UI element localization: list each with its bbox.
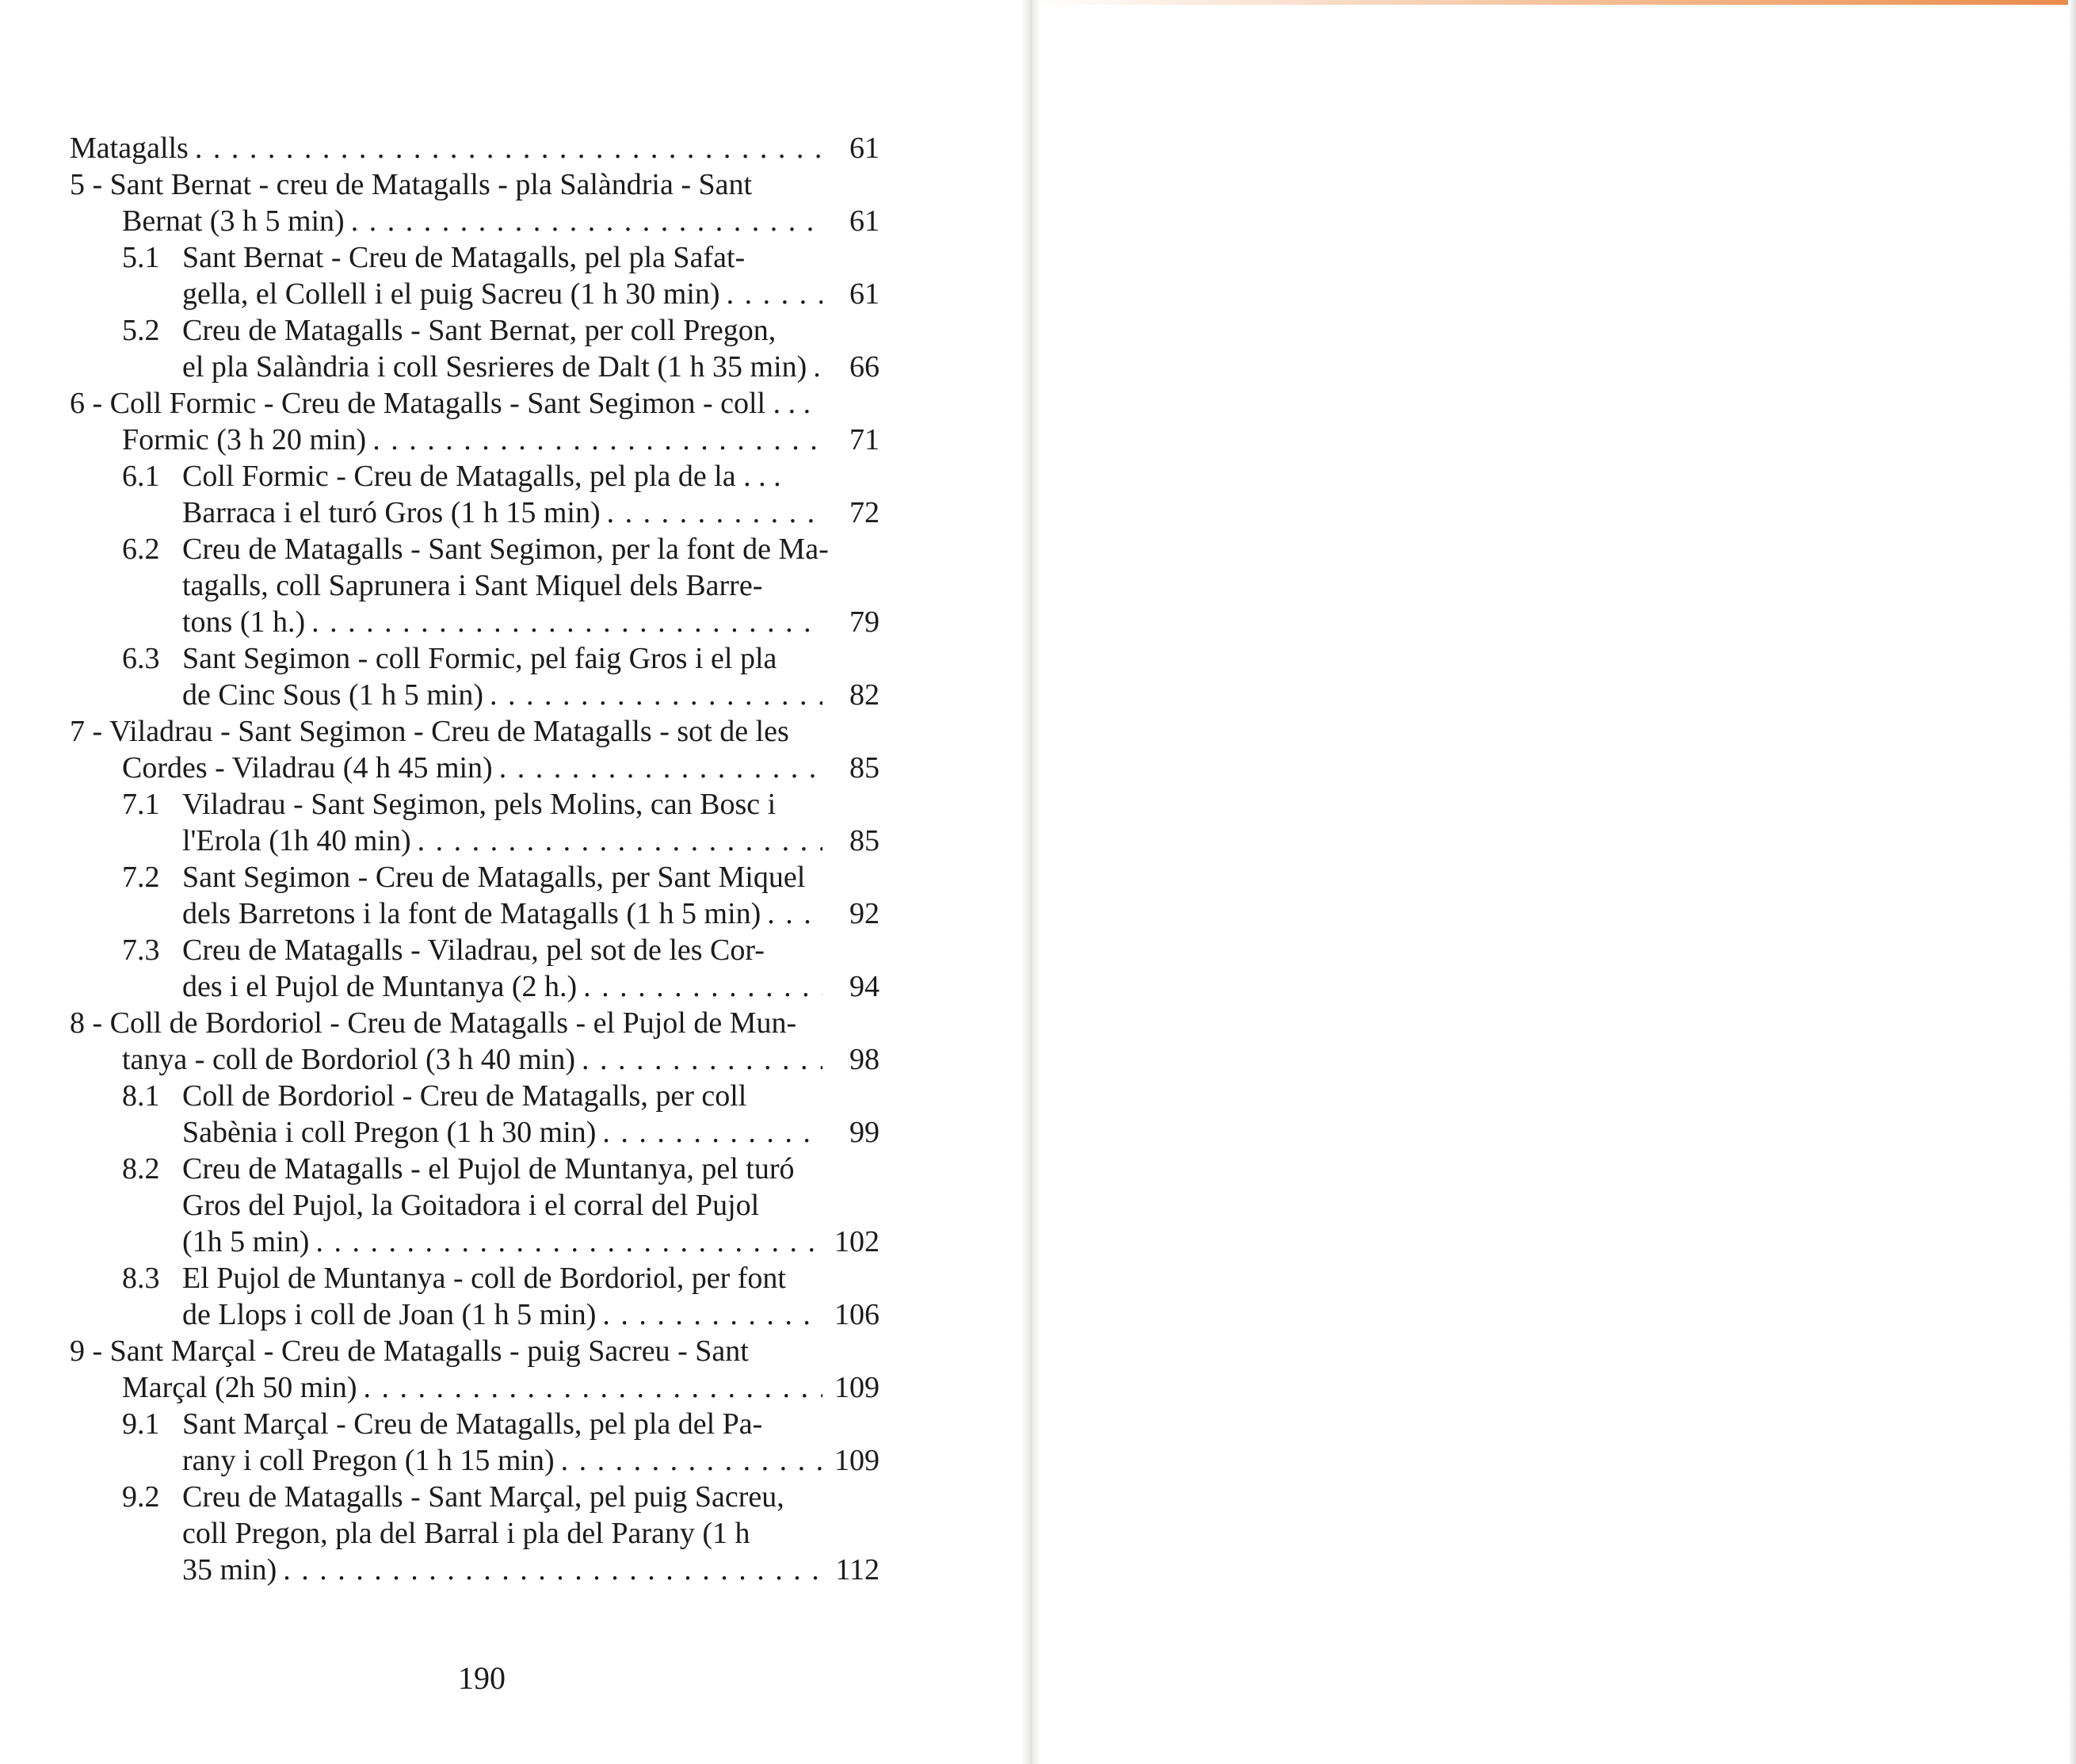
toc-page-number: 109 — [834, 1371, 880, 1404]
toc-entry-body — [70, 1333, 880, 1406]
toc-entry-text: 6 - Coll Formic - Creu de Matagalls - Sant Segimon - coll . . . — [70, 387, 811, 420]
toc-entry-line — [182, 677, 880, 713]
toc-entry-line — [182, 895, 880, 932]
toc-entry-line — [182, 1224, 880, 1260]
toc-entry-text: Barraca i el turó Gros (1 h 15 min) — [182, 496, 601, 529]
toc-page-number: 102 — [834, 1225, 880, 1258]
toc-page-number: 98 — [849, 1043, 880, 1076]
toc-page-number: 61 — [849, 132, 880, 165]
toc-entry-text: 7 - Viladrau - Sant Segimon - Creu de Matagalls - sot de les — [70, 715, 789, 748]
toc-entry-line — [70, 130, 880, 166]
toc-entry-body — [70, 385, 880, 458]
toc-entry-body — [182, 458, 880, 531]
right-page — [1030, 0, 2076, 1764]
toc-entry-body — [70, 1005, 880, 1078]
toc-entry-line — [182, 823, 880, 859]
toc-entry-text: Creu de Matagalls - Sant Segimon, per la font de Ma- — [182, 533, 829, 566]
dot-leader — [602, 1296, 822, 1333]
toc-entry — [70, 312, 880, 385]
toc-entry-body — [182, 1260, 880, 1333]
toc-entry-text: Bernat (3 h 5 min) — [122, 204, 345, 238]
toc-entry-line — [182, 1479, 880, 1515]
toc-entry-line — [70, 1333, 880, 1369]
toc-entry-body — [182, 786, 880, 859]
left-page-number: 190 — [458, 1660, 506, 1696]
toc-entry-text: des i el Pujol de Muntanya (2 h.) — [182, 970, 578, 1003]
dot-leader — [499, 750, 822, 786]
toc-entry-text: Sant Marçal - Creu de Matagalls, pel pla del Pa- — [182, 1407, 763, 1441]
toc-entry-line — [182, 640, 880, 677]
cover-edge-strip — [1030, 0, 2076, 5]
toc-entry-line — [182, 1515, 880, 1552]
toc-entry — [70, 1260, 880, 1333]
toc-entry-number: 7.1 — [122, 788, 160, 821]
toc-entry-text: Sant Segimon - coll Formic, pel faig Gros i el pla — [182, 642, 777, 675]
toc-page-number: 85 — [849, 824, 880, 857]
toc-entry — [70, 130, 880, 166]
toc-entry-line — [182, 1151, 880, 1187]
dot-leader — [727, 276, 822, 312]
toc-entry-number: 9.2 — [122, 1480, 160, 1514]
dot-leader — [418, 823, 822, 859]
toc-entry-line — [70, 1005, 880, 1041]
toc-entry-text: 5 - Sant Bernat - creu de Matagalls - pla Salàndria - Sant — [70, 168, 753, 201]
toc-entry-line — [182, 859, 880, 895]
toc-entry-line — [70, 713, 880, 750]
toc-entry-line — [182, 1078, 880, 1114]
toc-entry-text: l'Erola (1h 40 min) — [182, 824, 411, 857]
toc-entry-line — [70, 385, 880, 422]
dot-leader — [583, 968, 822, 1005]
toc-page-number: 66 — [849, 350, 880, 384]
toc-entry — [70, 1078, 880, 1151]
toc-entry-text: 8 - Coll de Bordoriol - Creu de Matagalls - el Pujol de Mun- — [70, 1006, 797, 1040]
toc-entry-text: Coll de Bordoriol - Creu de Matagalls, per coll — [182, 1079, 747, 1113]
toc-entry — [70, 385, 880, 458]
toc-entry — [70, 1479, 880, 1588]
dot-leader — [351, 203, 822, 239]
page-edge-shadow — [2068, 0, 2076, 1764]
toc-entry-text: Viladrau - Sant Segimon, pels Molins, can Bosc i — [182, 788, 777, 821]
toc-entry-line — [182, 458, 880, 494]
toc-entry-text: gella, el Collell i el puig Sacreu (1 h 30 min) — [182, 277, 720, 311]
toc-entry-text: tagalls, coll Saprunera i Sant Miquel dels Barre- — [182, 569, 763, 602]
toc-entry-number: 5.1 — [122, 241, 160, 274]
toc-entry — [70, 1005, 880, 1078]
toc-entry — [70, 458, 880, 531]
toc-entry — [70, 932, 880, 1005]
toc-entry-text: Sant Bernat - Creu de Matagalls, pel pla Safat- — [182, 241, 746, 274]
toc-entry-body — [182, 239, 880, 312]
toc-entry-line — [182, 968, 880, 1005]
toc-entry-text: Creu de Matagalls - Viladrau, pel sot de les Cor- — [182, 934, 765, 967]
toc-entry-line — [182, 932, 880, 968]
toc-entry-text: tons (1 h.) — [182, 605, 306, 639]
dot-leader — [582, 1041, 822, 1078]
dot-leader — [561, 1442, 822, 1479]
toc-page-number: 92 — [849, 897, 880, 930]
toc-entry-text: (1h 5 min) — [182, 1225, 310, 1258]
toc-page-number: 106 — [834, 1298, 880, 1331]
dot-leader — [315, 1224, 822, 1260]
dot-leader — [813, 349, 822, 385]
toc-entry-text: Sabènia i coll Pregon (1 h 30 min) — [182, 1116, 597, 1149]
toc-entry-body — [182, 1151, 880, 1260]
toc-page-number: 94 — [849, 970, 880, 1003]
toc-entry-body — [182, 640, 880, 713]
dot-leader — [490, 677, 822, 713]
toc-entry-text: 9 - Sant Marçal - Creu de Matagalls - puig Sacreu - Sant — [70, 1334, 749, 1368]
toc-entry-line — [182, 1406, 880, 1442]
toc-entry-line — [182, 531, 880, 567]
toc-entry-line — [182, 276, 880, 312]
toc-entry-text: 35 min) — [182, 1553, 277, 1586]
toc-entry-text: Formic (3 h 20 min) — [122, 423, 367, 456]
toc-entry-text: Creu de Matagalls - el Pujol de Muntanya, pel turó — [182, 1152, 795, 1186]
toc-entry-line — [70, 1041, 880, 1078]
toc-entry-line — [182, 1552, 880, 1588]
toc-entry-text: Sant Segimon - Creu de Matagalls, per Sant Miquel — [182, 861, 806, 894]
toc-entry-text: Cordes - Viladrau (4 h 45 min) — [122, 751, 493, 785]
toc-entry-text: Creu de Matagalls - Sant Bernat, per coll Pregon, — [182, 314, 777, 347]
toc-entry-line — [182, 1187, 880, 1224]
toc-entry — [70, 531, 880, 640]
toc-entry-number: 9.1 — [122, 1407, 160, 1441]
toc-entry-number: 8.2 — [122, 1152, 160, 1186]
toc-entry-body — [182, 859, 880, 932]
toc-entry-line — [182, 239, 880, 276]
toc-entry-body — [182, 312, 880, 385]
toc-entry-text: de Llops i coll de Joan (1 h 5 min) — [182, 1298, 597, 1331]
toc-entry — [70, 713, 880, 786]
toc-entry-text: el pla Salàndria i coll Sesrieres de Dalt (1 h 35 min) — [182, 350, 807, 384]
toc-entry-line — [70, 166, 880, 203]
dot-leader — [195, 130, 822, 166]
dot-leader — [602, 1114, 822, 1151]
toc-entry-text: El Pujol de Muntanya - coll de Bordoriol, per font — [182, 1262, 786, 1295]
toc-entry-line — [70, 750, 880, 786]
toc-entry-number: 8.1 — [122, 1079, 160, 1113]
toc-entry-body — [182, 531, 880, 640]
toc-entry-line — [182, 349, 880, 385]
toc-entry-number: 6.1 — [122, 460, 160, 493]
toc-entry-text: Gros del Pujol, la Goitadora i el corral del Pujol — [182, 1189, 760, 1222]
toc-entry — [70, 166, 880, 239]
toc-entry-line — [182, 1114, 880, 1151]
toc-entry — [70, 859, 880, 932]
toc-entry-line — [182, 494, 880, 531]
toc-entry-text: rany i coll Pregon (1 h 15 min) — [182, 1444, 555, 1477]
dot-leader — [283, 1552, 822, 1588]
book-gutter — [1022, 0, 1040, 1764]
toc-entry-line — [182, 567, 880, 604]
toc-entry-text: Coll Formic - Creu de Matagalls, pel pla de la . . . — [182, 460, 781, 493]
toc-entry-text: coll Pregon, pla del Barral i pla del Parany (1 h — [182, 1517, 750, 1550]
toc-entry-line — [70, 422, 880, 458]
toc-entry-body — [182, 1479, 880, 1588]
toc-entry-body — [182, 932, 880, 1005]
toc-entry-line — [70, 203, 880, 239]
toc-entry-body — [70, 130, 880, 166]
toc-entry-line — [182, 786, 880, 823]
toc-entry — [70, 1406, 880, 1479]
toc-entry-body — [182, 1078, 880, 1151]
toc-entry — [70, 239, 880, 312]
toc-entry — [70, 1151, 880, 1260]
toc-page-number: 99 — [849, 1116, 880, 1149]
toc-entry-text: dels Barretons i la font de Matagalls (1 h 5 min) — [182, 897, 761, 930]
toc-entry-text: tanya - coll de Bordoriol (3 h 40 min) — [122, 1043, 575, 1076]
toc-entry-body — [182, 1406, 880, 1479]
toc-entry-number: 8.3 — [122, 1262, 160, 1295]
left-table-of-contents — [70, 130, 880, 1588]
toc-page-number: 82 — [849, 678, 880, 712]
toc-page-number: 109 — [834, 1444, 880, 1477]
toc-entry — [70, 786, 880, 859]
toc-entry-text: de Cinc Sous (1 h 5 min) — [182, 678, 483, 712]
toc-page-number: 79 — [849, 605, 880, 639]
toc-entry-body — [70, 166, 880, 239]
toc-page-number: 61 — [849, 277, 880, 311]
toc-page-number: 71 — [849, 423, 880, 456]
toc-entry-number: 5.2 — [122, 314, 160, 347]
toc-entry-line — [70, 1369, 880, 1406]
toc-page-number: 112 — [835, 1553, 880, 1586]
toc-entry-number: 7.3 — [122, 934, 160, 967]
dot-leader — [364, 1369, 822, 1406]
dot-leader — [767, 895, 822, 932]
toc-entry-text: Marçal (2h 50 min) — [122, 1371, 357, 1404]
dot-leader — [311, 604, 822, 640]
toc-entry-number: 6.3 — [122, 642, 160, 675]
toc-entry-body — [70, 713, 880, 786]
toc-entry-line — [182, 1442, 880, 1479]
toc-entry-number: 6.2 — [122, 533, 160, 566]
dot-leader — [607, 494, 822, 531]
toc-entry-line — [182, 604, 880, 640]
toc-entry-line — [182, 1260, 880, 1296]
toc-entry-line — [182, 1296, 880, 1333]
toc-entry — [70, 640, 880, 713]
toc-entry-text: Creu de Matagalls - Sant Marçal, pel puig Sacreu, — [182, 1480, 784, 1514]
toc-entry — [70, 1333, 880, 1406]
toc-entry-text: Matagalls — [70, 132, 189, 165]
toc-entry-number: 7.2 — [122, 861, 160, 894]
toc-page-number: 61 — [849, 204, 880, 238]
toc-page-number: 72 — [849, 496, 880, 529]
toc-entry-line — [182, 312, 880, 349]
dot-leader — [372, 422, 822, 458]
toc-page-number: 85 — [849, 751, 880, 785]
left-page — [0, 0, 1030, 1764]
